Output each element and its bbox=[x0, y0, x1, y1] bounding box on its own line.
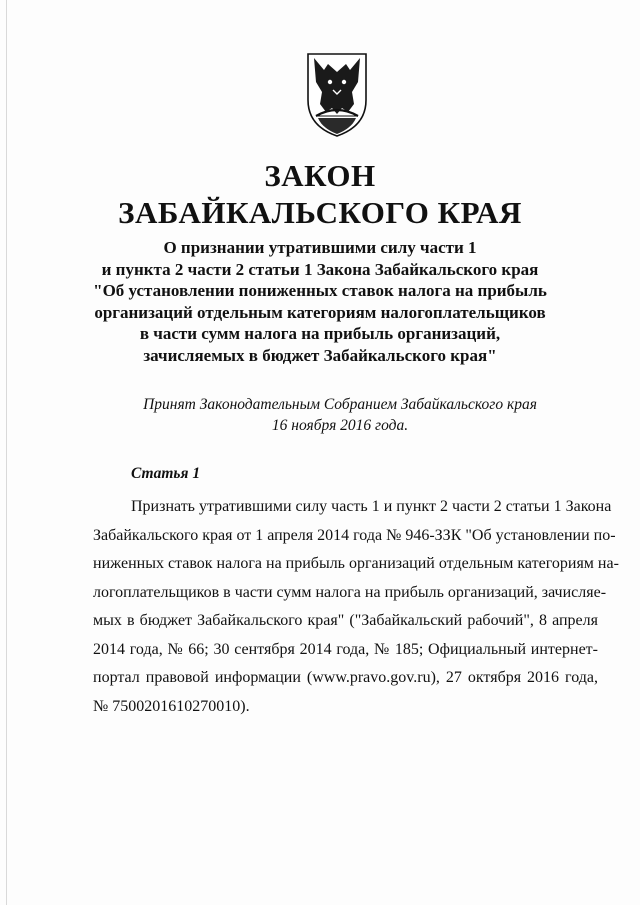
subtitle-line: организаций отдельным категориям налогоплательщиков bbox=[94, 302, 546, 322]
article-line: ниженных ставок налога на прибыль организаций отдельным категориям на- bbox=[93, 555, 619, 572]
article-line: Забайкальского края от 1 апреля 2014 года № 946-ЗЗК "Об установлении по- bbox=[93, 526, 616, 544]
article-heading: Статья 1 bbox=[131, 465, 201, 482]
subtitle-line: и пункта 2 части 2 статьи 1 Закона Забайкальского края bbox=[101, 259, 539, 279]
law-title: ЗАКОН bbox=[264, 158, 376, 193]
adoption-note bbox=[60, 394, 620, 436]
law-subtitle bbox=[60, 237, 580, 366]
subtitle-line: О признании утратившими силу части 1 bbox=[163, 238, 477, 257]
article-line: № 7500201610270010). bbox=[93, 697, 250, 715]
subtitle-line: зачисляемых в бюджет Забайкальского края" bbox=[143, 345, 497, 365]
article-line: логоплательщиков в части сумм налога на прибыль организаций, зачисляе- bbox=[93, 583, 607, 601]
article-line: Признать утратившими силу часть 1 и пункт 2 части 2 статьи 1 Закона bbox=[131, 498, 612, 515]
article-line: 2014 года, № 66; 30 сентября 2014 года, № 185; Официальный интернет- bbox=[93, 640, 598, 658]
article-line: портал правовой информации (www.pravo.gov.ru), 27 октября 2016 года, bbox=[93, 669, 598, 686]
article-line: мых в бюджет Забайкальского края" ("Забайкальский рабочий", 8 апреля bbox=[93, 612, 598, 629]
adoption-date: 16 ноября 2016 года. bbox=[271, 417, 409, 434]
law-region-title: ЗАБАЙКАЛЬСКОГО КРАЯ bbox=[118, 195, 522, 230]
subtitle-line: "Об установлении пониженных ставок налога на прибыль bbox=[93, 281, 547, 300]
article-body bbox=[93, 493, 619, 721]
scan-edge-left bbox=[6, 0, 7, 905]
subtitle-line: в части сумм налога на прибыль организаций, bbox=[139, 324, 501, 343]
coat-of-arms-emblem bbox=[304, 52, 370, 138]
adoption-line: Принят Законодательным Собранием Забайкальского края bbox=[143, 396, 537, 413]
